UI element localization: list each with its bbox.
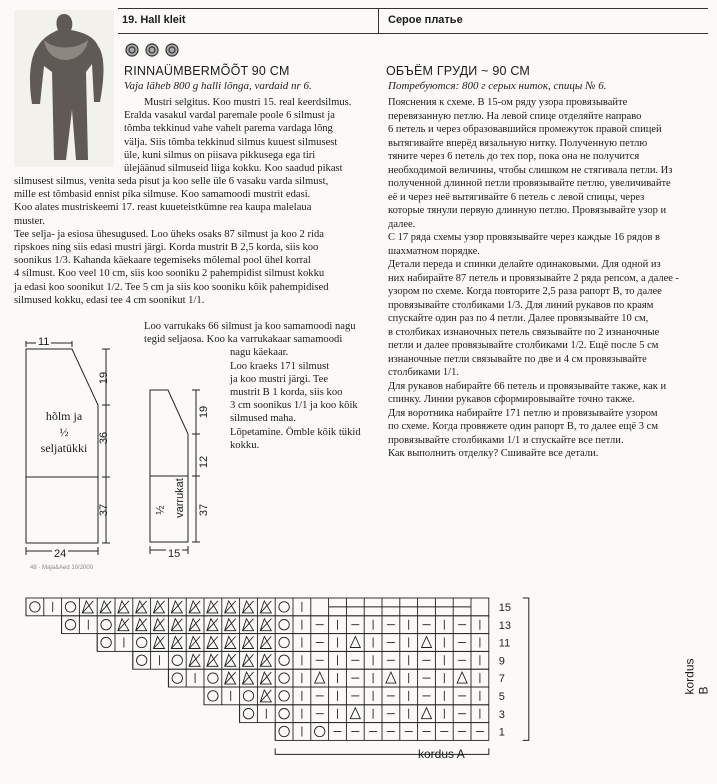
- chart-grid: [26, 598, 489, 740]
- decrease-symbol: [154, 637, 165, 649]
- sleeve-label-text: varrukat: [173, 478, 186, 518]
- ru-line: перевязанную петлю. На левой спице отделяйте направо: [388, 110, 642, 122]
- et-line: nagu käekaar.: [230, 347, 289, 359]
- et-line: üle, kuni silmus on piisava pikkusega ega tiri: [124, 149, 316, 161]
- decrease-symbol: [260, 672, 271, 684]
- et-line: Loo varrukaks 66 silmust ja koo samamoodi nagu: [144, 321, 356, 332]
- triangle-symbol: [315, 672, 325, 683]
- ru-line: столбиками 1/1.: [388, 367, 459, 378]
- decrease-symbol: [189, 601, 200, 613]
- et-line: 3 cm soonikus 1/1 ja koo kõik: [230, 400, 358, 412]
- yarn-over-symbol: [279, 709, 289, 719]
- body-dim-36: 36: [98, 431, 111, 445]
- decrease-symbol: [207, 601, 218, 613]
- yarn-over-symbol: [315, 726, 325, 736]
- ru-line: Для рукавов набирайте 66 петель и провязывайте также, как и: [388, 380, 667, 392]
- row-number: 5: [498, 691, 505, 703]
- decrease-symbol: [225, 654, 236, 666]
- row-number: 7: [498, 673, 505, 686]
- decrease-symbol: [136, 619, 147, 631]
- yarn-over-symbol: [208, 673, 218, 683]
- et-line: Tee selja- ja esiosa ühesugused. Loo üheks osaks 87 silmust ja koo 2 rida: [14, 228, 324, 240]
- yarn-over-symbol: [30, 602, 40, 612]
- yarn-over-symbol: [172, 673, 182, 683]
- row-number: 13: [498, 619, 512, 632]
- y-axis-label: kordus B: [682, 658, 711, 695]
- et-line: ripskoes ning siis edasi mustri järgi. Korda mustrit B 2,5 korda, siis koo: [14, 242, 319, 254]
- et-measure: RINNAÜMBERMÕÕT 90 CM: [124, 64, 290, 78]
- triangle-symbol: [422, 708, 432, 719]
- decrease-symbol: [154, 601, 165, 613]
- decrease-symbol: [225, 619, 236, 631]
- et-line: muster.: [14, 215, 45, 227]
- ru-line: Детали переда и спинки делайте одинаковыми. Для одной из: [388, 259, 661, 270]
- x-axis-label: kordus A: [418, 747, 465, 761]
- decrease-symbol: [136, 601, 147, 613]
- decrease-symbol: [243, 619, 254, 631]
- row-number: 3: [498, 708, 505, 721]
- et-line: soonikus 1/3. Kahanda käekaare tegemiseks mõlemal pool ühel korral: [14, 255, 311, 267]
- ru-line: полученной длинной петли провязывайте петлю, увеличивайте: [388, 178, 671, 189]
- et-line: tegid seljaosa. Koo ka varrukakaar samamoodi: [144, 334, 343, 346]
- row-number: 15: [498, 602, 512, 614]
- body-label-line: hõlm ja: [45, 409, 83, 423]
- sleeve-bottom-dim: 15: [168, 548, 181, 560]
- et-line: Eralda vasakul vardal paremale poole 6 silmust ja: [124, 110, 335, 122]
- decrease-symbol: [260, 654, 271, 666]
- ru-line: вытягивайте вперёд вязальную нитку. Полученную петлю: [388, 137, 648, 149]
- decrease-symbol: [171, 601, 182, 613]
- ru-line: шахматном порядке.: [388, 245, 480, 257]
- yarn-over-symbol: [208, 691, 218, 701]
- decrease-symbol: [207, 637, 218, 649]
- row-number: 9: [498, 655, 505, 668]
- row-number: 11: [498, 637, 511, 650]
- ru-line: её и через неё вытягивайте 6 петель с левой спицы, через: [388, 191, 645, 203]
- ru-line: спускайте один раз по 4 петли. Далее провязывайте 10 см,: [388, 313, 649, 324]
- yarn-over-symbol: [279, 620, 289, 630]
- ru-line: изнаночные петли связывайте по две и 4 см провязывайте: [388, 353, 647, 365]
- et-line: Mustri selgitus. Koo mustri 15. real keerdsilmus.: [144, 97, 352, 108]
- yarn-over-symbol: [101, 637, 111, 647]
- ru-line: которые тянули первую длинную петлю. Провязывайте узор и: [388, 205, 667, 216]
- et-line: mille est tõmbasid ennist pika silmuse. Koo samamoodi mustrit edasi.: [14, 189, 311, 201]
- decrease-symbol: [225, 601, 236, 613]
- ru-line: Для воротника набирайте 171 петлю и провязывайте узором: [388, 407, 658, 419]
- sleeve-label-half: ½: [154, 505, 167, 515]
- decrease-symbol: [118, 619, 129, 631]
- russian-title: Серое платье: [388, 14, 463, 26]
- repeat-b-bracket: [523, 598, 529, 740]
- sleeve-dim-12: 12: [198, 455, 211, 469]
- decrease-symbol: [100, 601, 111, 613]
- decrease-symbol: [118, 601, 129, 613]
- decrease-symbol: [207, 619, 218, 631]
- estonian-title: 19. Hall kleit: [122, 14, 186, 26]
- et-line: Lõpetamine. Ömble kõik tükid: [230, 426, 361, 438]
- body-top-dim: 11: [38, 336, 50, 348]
- ru-line: тяните через 6 петель до тех пор, пока она не получится: [388, 151, 640, 162]
- decrease-symbol: [225, 672, 236, 684]
- et-line: tõmba tekkinud vahe vahelt parema vardaga lõng: [124, 123, 333, 135]
- decrease-symbol: [260, 637, 271, 649]
- body-label-line: ½: [59, 425, 69, 439]
- ru-line: Как выполнить отделку? Сшивайте все детали.: [388, 448, 599, 459]
- ru-line: С 17 ряда схемы узор провязывайте через каждые 16 рядов в: [388, 232, 660, 243]
- ru-line: в столбиках изнаночных петель связывайте по 2 изнаночные: [388, 326, 660, 338]
- decrease-symbol: [171, 619, 182, 631]
- et-yarn: Vaja läheb 800 g halli lõnga, vardaid nr 6.: [124, 80, 312, 92]
- ru-line: по схеме. Когда провяжете один рапорт В, то далее ещё 3 см: [388, 421, 658, 432]
- ru-line: них набирайте 87 петель и провязывайте 2 ряда репсом, а далее -: [388, 272, 680, 284]
- et-line: välja. Siis tõmba tekkinud silmus kuuest silmusest: [124, 136, 338, 148]
- triangle-symbol: [386, 672, 396, 683]
- decrease-symbol: [225, 637, 236, 649]
- yarn-over-symbol: [137, 655, 147, 665]
- et-line: Koo alates mustriskeemi 17. reast kuueteistkümne rea kaupa malelaua: [14, 202, 312, 214]
- yarn-over-symbol: [279, 602, 289, 612]
- decrease-symbol: [82, 601, 93, 613]
- decrease-symbol: [260, 690, 271, 702]
- body-dim-19: 19: [98, 371, 111, 385]
- ru-line: провязывайте столбиками 1/1 и спускайте все петли.: [388, 434, 624, 446]
- row-number: 1: [498, 726, 505, 739]
- triangle-symbol: [350, 708, 360, 719]
- decrease-symbol: [171, 637, 182, 649]
- triangle-symbol: [350, 637, 360, 648]
- decrease-symbol: [189, 654, 200, 666]
- ru-line: необходимой величины, чтобы слишком не стягивала петли. Из: [388, 164, 673, 176]
- et-line: ja edasi koo soonikut 1/2. Tee 5 cm ja siis koo sooniku kõik pahempidised: [14, 281, 329, 293]
- yarn-over-symbol: [101, 620, 111, 630]
- yarn-over-symbol: [137, 637, 147, 647]
- decrease-symbol: [260, 601, 271, 613]
- yarn-over-symbol: [279, 637, 289, 647]
- body-dim-37: 37: [98, 503, 111, 517]
- et-line: mustrit B 1 korda, siis koo: [230, 387, 343, 399]
- decrease-symbol: [243, 672, 254, 684]
- yarn-over-symbol: [279, 726, 289, 736]
- decrease-symbol: [189, 637, 200, 649]
- ru-line: провязывайте столбиками 1/3. Для линий рукавов по краям: [388, 299, 654, 311]
- yarn-over-symbol: [243, 709, 253, 719]
- decrease-symbol: [154, 619, 165, 631]
- body-label-line: seljatükki: [40, 441, 88, 455]
- ru-line: Пояснения к схеме. В 15-ом ряду узора провязывайте: [388, 97, 628, 108]
- et-line: silmused maha.: [230, 413, 296, 425]
- body-bottom-dim: 24: [54, 548, 67, 560]
- page-footer: 48 · Maja&Aed 10/2000: [30, 565, 94, 571]
- et-line: 4 silmust. Koo veel 10 cm, siis koo sooniku 2 pahempidist silmust kokku: [14, 268, 325, 280]
- decrease-symbol: [260, 619, 271, 631]
- ru-line: петли и далее провязывайте столбиками 1/2. Ещё после 5 см: [388, 340, 659, 351]
- yarn-over-symbol: [279, 655, 289, 665]
- decrease-symbol: [189, 619, 200, 631]
- ru-line: 6 петель и через образовавшийся промежуток правой спицей: [388, 124, 662, 135]
- et-line: kokku.: [230, 439, 260, 451]
- et-line: ja koo mustri järgi. Tee: [230, 373, 329, 385]
- yarn-over-symbol: [279, 691, 289, 701]
- sleeve-dim-19: 19: [198, 405, 211, 419]
- decrease-symbol: [243, 637, 254, 649]
- et-line: silmusest silmus, venita seda pisut ja koo selle üle 6 vasaku varda silmust,: [14, 176, 329, 187]
- yarn-over-symbol: [243, 691, 253, 701]
- decrease-symbol: [243, 601, 254, 613]
- et-line: Loo kraeks 171 silmust: [230, 360, 330, 372]
- yarn-over-symbol: [65, 602, 75, 612]
- yarn-over-symbol: [65, 620, 75, 630]
- et-line: silmused kokku, edasi tee 4 cm soonikut 1/1.: [14, 294, 205, 306]
- yarn-over-symbol: [172, 655, 182, 665]
- decrease-symbol: [207, 654, 218, 666]
- yarn-over-symbol: [279, 673, 289, 683]
- sleeve-dim-37: 37: [198, 503, 211, 517]
- triangle-symbol: [457, 672, 467, 683]
- triangle-symbol: [422, 637, 432, 648]
- et-line: ülejäänud silmuseid liiga kokku. Koo saadud pikast: [124, 163, 343, 175]
- ru-yarn: Потребуются: 800 г серых ниток, спицы № 6.: [388, 80, 607, 92]
- ru-line: узором по схеме. Когда повторите 2,5 раза рапорт В, то далее: [388, 286, 662, 297]
- ru-line: спинку. Линии рукавов сформировывайте точно также.: [388, 394, 635, 405]
- ru-line: далее.: [388, 218, 416, 230]
- ru-measure: ОБЪЁМ ГРУДИ ~ 90 СМ: [386, 64, 531, 78]
- decrease-symbol: [243, 654, 254, 666]
